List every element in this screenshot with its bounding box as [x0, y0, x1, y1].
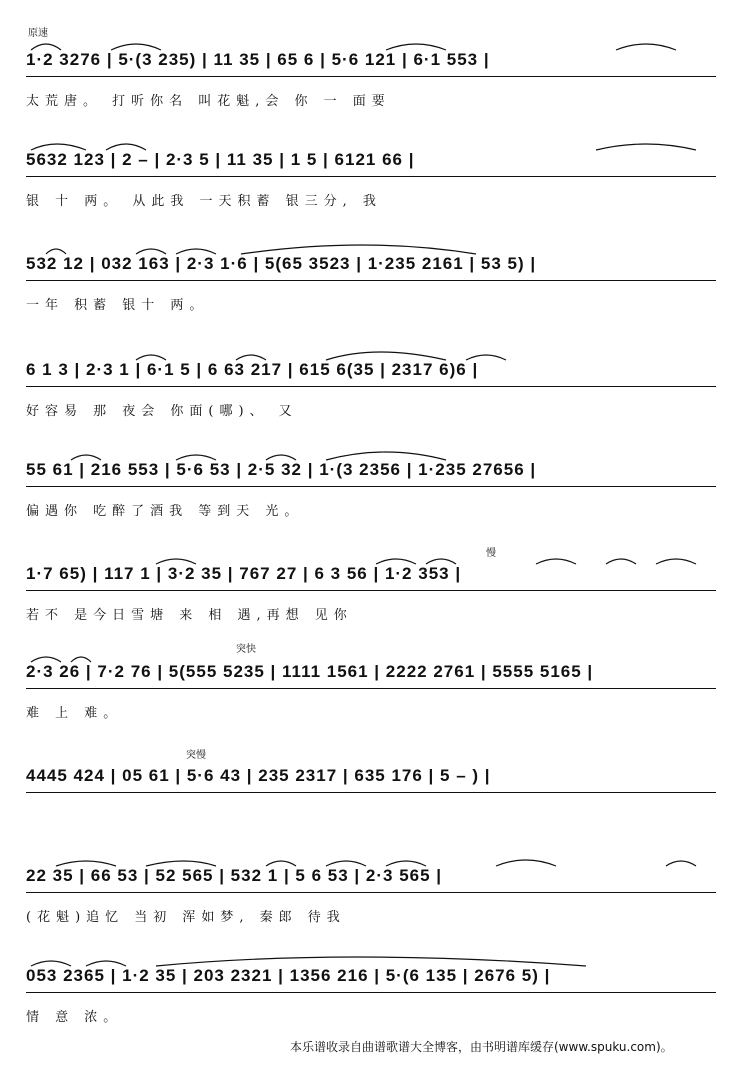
notation-line: 1·2 3276 | 5·(3 235) | 11 35 | 65 6 | 5·6 121 | 6·1 553 | — [26, 50, 490, 69]
tempo-mark-original: 原速 — [28, 28, 48, 39]
lyrics-line: 偏遇你 吃醉了酒我 等到天 光。 — [26, 504, 304, 519]
notation-line: 4445 424 | 05 61 | 5·6 43 | 235 2317 | 635 176 | 5 – ) | — [26, 766, 491, 785]
lyrics-line: 难 上 难。 — [26, 706, 123, 721]
source-footer: 本乐谱收录自曲谱歌谱大全博客，由书明谱库缓存(www.spuku.com)。 — [290, 1040, 673, 1054]
lyrics-line: 若不 是今日雪塘 来 相 遇,再想 见你 — [26, 608, 353, 623]
notation-line: 5632 123 | 2 – | 2·3 5 | 11 35 | 1 5 | 6121 66 | — [26, 150, 415, 169]
tempo-mark-sudden-slow: 突慢 — [186, 750, 206, 761]
notation-line: 55 61 | 216 553 | 5·6 53 | 2·5 32 | 1·(3 2356 | 1·235 27656 | — [26, 460, 537, 479]
notation-line: 1·7 65) | 117 1 | 3·2 35 | 767 27 | 6 3 56 | 1·2 353 | — [26, 564, 462, 583]
lyrics-line: (花魁)追忆 当初 浑如梦, 秦郎 待我 — [26, 910, 346, 925]
lyrics-line: 太荒唐。 打听你名 叫花魁,会 你 一 面要 — [26, 94, 391, 109]
tempo-mark-slow: 慢 — [486, 548, 496, 559]
notation-line: 22 35 | 66 53 | 52 565 | 532 1 | 5 6 53 | 2·3 565 | — [26, 866, 443, 885]
notation-line: 6 1 3 | 2·3 1 | 6·1 5 | 6 63 217 | 615 6(35 | 2317 6)6 | — [26, 360, 479, 379]
lyrics-line: 情 意 浓。 — [26, 1010, 123, 1025]
tempo-mark-sudden-fast: 突快 — [236, 644, 256, 655]
lyrics-line: 银 十 两。 从此我 一天积蓄 银三分, 我 — [26, 194, 382, 209]
notation-line: 2·3 26 | 7·2 76 | 5(555 5235 | 1111 1561 | 2222 2761 | 5555 5165 | — [26, 662, 594, 681]
lyrics-line: 一年 积蓄 银十 两。 — [26, 298, 209, 313]
notation-line: 053 2365 | 1·2 35 | 203 2321 | 1356 216 | 5·(6 135 | 2676 5) | — [26, 966, 551, 985]
notation-line: 532 12 | 032 163 | 2·3 1·6 | 5(65 3523 | 1·235 2161 | 53 5) | — [26, 254, 537, 273]
lyrics-line: 好容易 那 夜会 你面(哪)、 又 — [26, 404, 298, 419]
